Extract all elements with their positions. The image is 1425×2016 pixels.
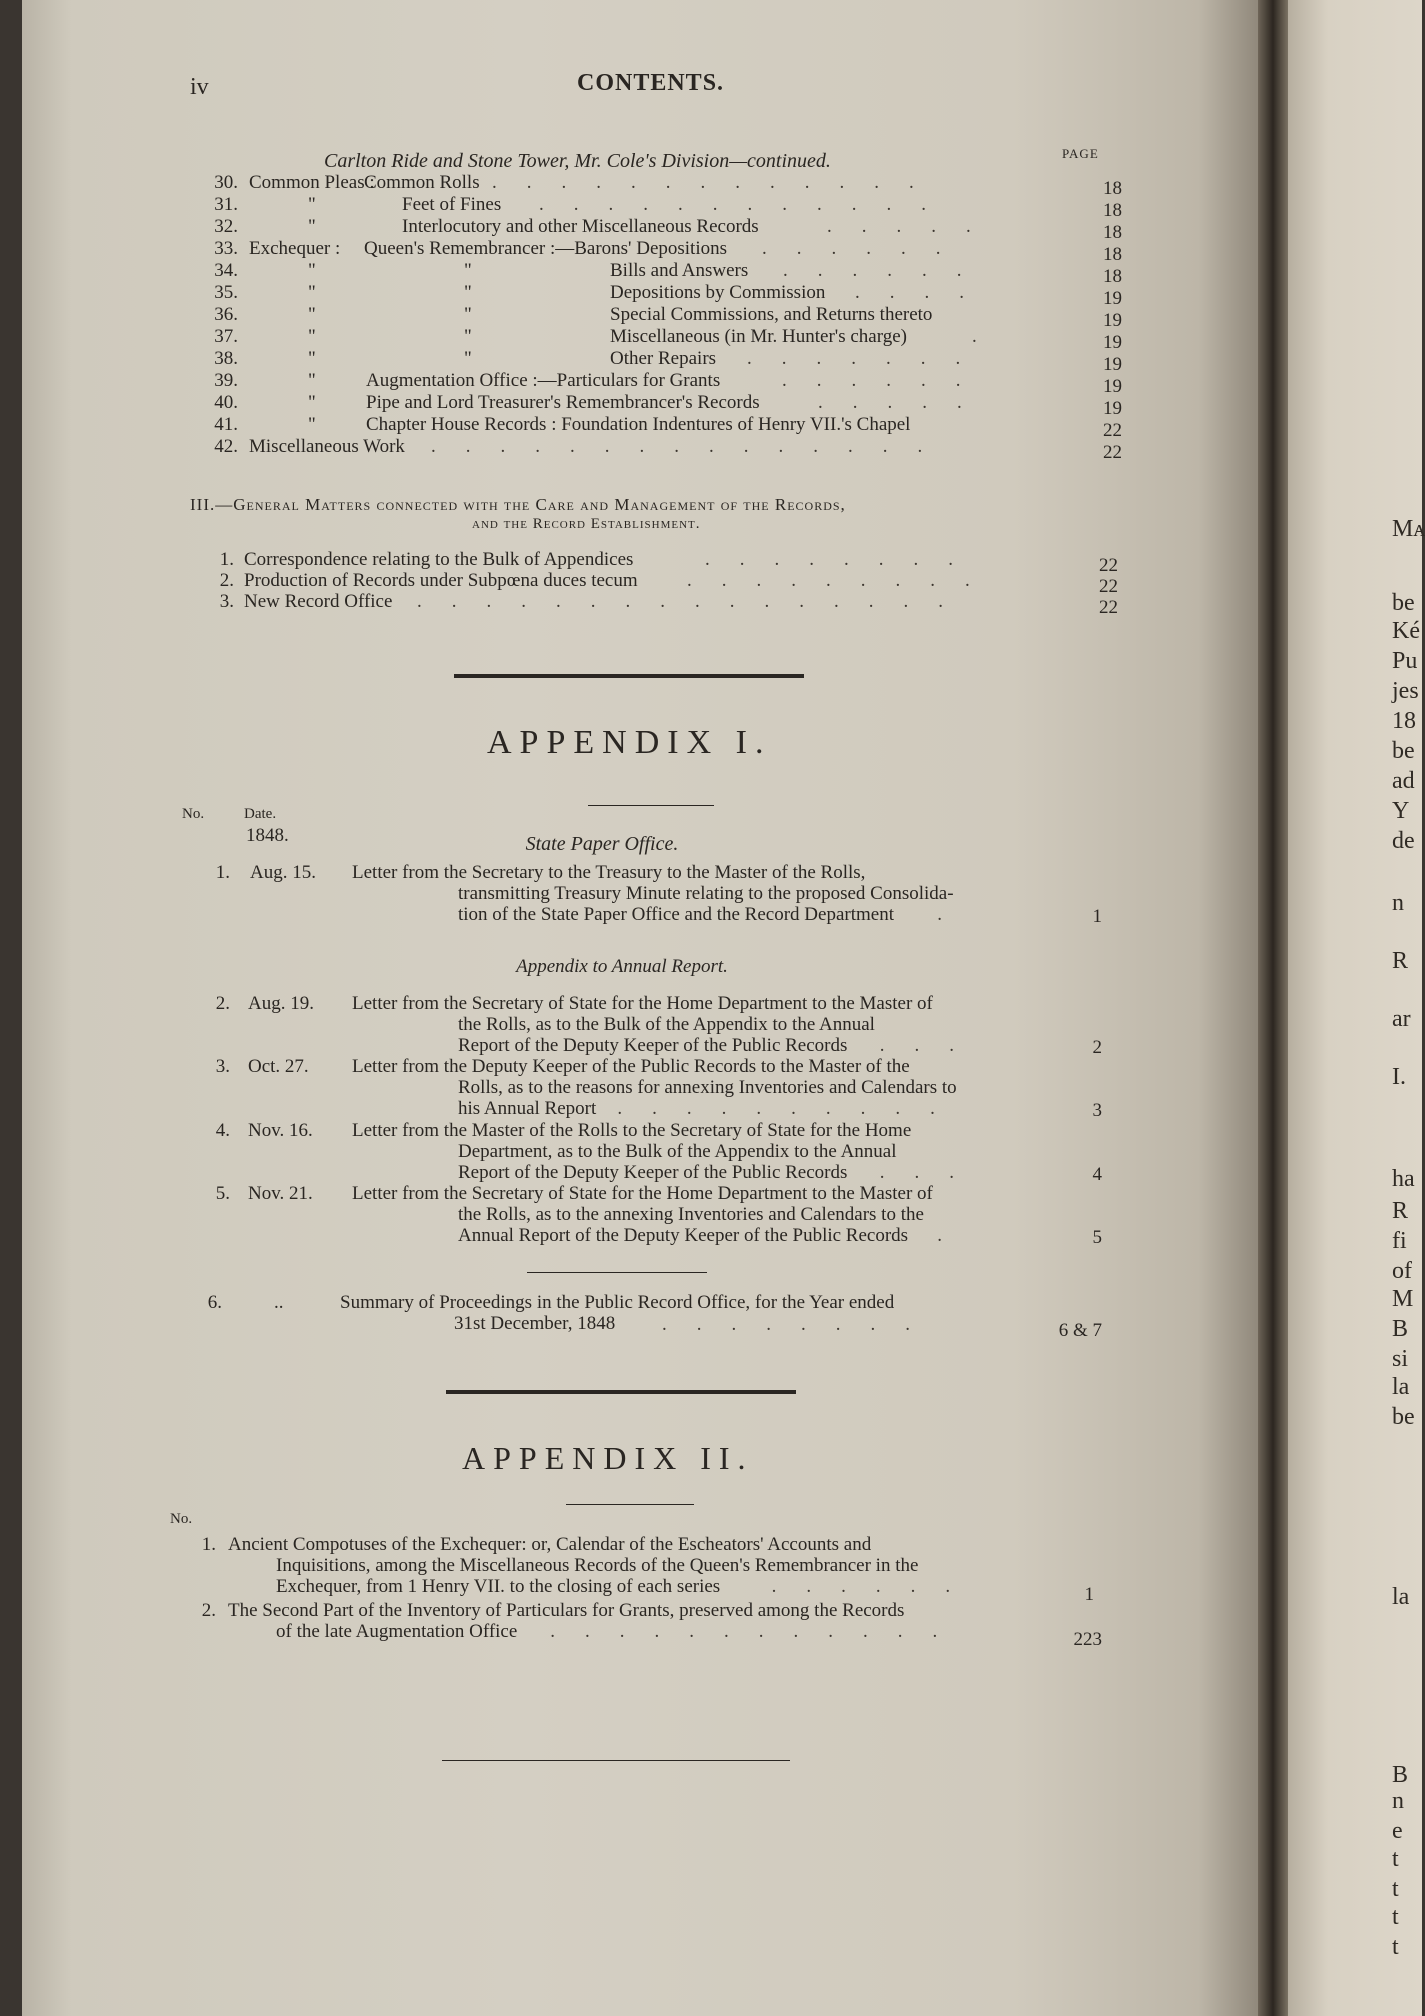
dot-leader: ... [879,1162,985,1183]
facing-page-fragment: si [1392,1346,1409,1372]
facing-page-fragment: B [1392,1316,1409,1342]
facing-page-fragment: be [1392,1404,1415,1430]
facing-page-fragment: la [1392,1584,1410,1610]
entry-category: " [308,216,316,237]
entry-page: 19 [1103,376,1122,397]
entry-number: 1. [219,549,234,570]
entry-subcategory: " [464,304,472,325]
section-iii-title: III.—General Matters connected with the Care and Management of the Records, [190,495,846,514]
entry-number: 6. [207,1292,222,1313]
facing-page-fragment: B [1392,1762,1409,1788]
dot-leader: . [972,326,1007,347]
facing-page-fragment: R [1392,948,1409,974]
dot-leader: ....... [747,348,991,369]
dot-leader: ...... [782,370,991,391]
dot-leader: ...... [771,1576,981,1597]
entry-text-line: his Annual Report [458,1098,597,1119]
divider-rule [454,674,804,678]
entry-category: " [308,282,316,303]
entry-number: 1. [201,1534,216,1555]
column-no-label: No. [170,1511,193,1527]
entry-text-line: Rolls, as to the reasons for annexing Inventories and Calendars to [458,1077,957,1098]
book-page [22,0,1260,2016]
facing-page-fragment: t [1392,1904,1399,1930]
facing-page-fragment: be [1392,738,1415,764]
entry-text-line: Letter from the Secretary of State for the Home Department to the Master of [352,1183,933,1204]
entry-number: 4. [215,1120,230,1141]
entry-page: 18 [1103,178,1122,199]
facing-page-fragment: jes [1392,678,1419,704]
column-no-label: No. [182,806,205,822]
entry-number: 39. [214,370,238,391]
entry-number: 2. [215,993,230,1014]
entry-page: 22 [1103,420,1122,441]
facing-page-fragment: R [1392,1198,1409,1224]
dot-leader: ................ [417,591,973,612]
dot-leader: . [937,904,972,925]
short-rule [566,1504,694,1505]
short-rule [442,1760,790,1761]
entry-category: Common Pleas : [249,172,375,193]
entry-category: " [308,370,316,391]
entry-number: 42. [214,436,238,457]
entry-page: 3 [1092,1100,1102,1121]
entry-date: Aug. 15. [250,862,316,883]
entry-subcategory: Feet of Fines [402,194,502,215]
entry-category: " [308,392,316,413]
entry-page: 18 [1103,200,1122,221]
entry-date: Nov. 21. [248,1183,313,1204]
entry-text-line: Ancient Compotuses of the Exchequer: or, Calendar of the Escheators' Accounts and [228,1534,872,1555]
entry-text-line: 31st December, 1848 [454,1313,616,1334]
entry-page: 2 [1092,1037,1102,1058]
entry-category: Miscellaneous Work [249,436,405,457]
annual-report-heading: Appendix to Annual Report. [516,956,728,977]
dot-leader: . [937,1225,972,1246]
dot-leader: ............. [492,172,944,193]
entry-category: " [308,348,316,369]
entry-page: 22 [1099,576,1118,597]
entry-date: Oct. 27. [248,1056,309,1077]
entry-page: 18 [1103,266,1122,287]
page-column-label: PAGE [1062,146,1099,161]
facing-page-fragment: n [1392,1788,1404,1814]
facing-page-fragment: fi [1392,1228,1407,1254]
entry-date: Nov. 16. [248,1120,313,1141]
dot-leader: ............... [431,436,953,457]
entry-category: " [308,326,316,347]
appendix-i-title: APPENDIX I. [487,724,772,761]
entry-number: 2. [219,570,234,591]
dot-leader: ............ [550,1621,968,1642]
entry-number: 3. [215,1056,230,1077]
entry-number: 37. [214,326,238,347]
entry-text-line: Report of the Deputy Keeper of the Public Records [458,1035,848,1056]
entry-text-line: Exchequer, from 1 Henry VII. to the closing of each series [276,1576,721,1597]
entry-title: Depositions by Commission [610,282,826,303]
facing-page-fragment: ar [1392,1006,1411,1032]
entry-page: 223 [1073,1629,1102,1650]
entry-text-line: The Second Part of the Inventory of Particulars for Grants, preserved among the Records [228,1600,905,1621]
facing-page-fragment: e [1392,1818,1403,1844]
section-iii-subtitle: and the Record Establishment. [472,516,701,532]
year-label: 1848. [246,825,289,846]
entry-number: 33. [214,238,238,259]
entry-number: 3. [219,591,234,612]
section-continued-title: Carlton Ride and Stone Tower, Mr. Cole's Division—continued. [324,150,831,172]
entry-text-line: Letter from the Secretary to the Treasury to the Master of the Rolls, [352,862,866,883]
entry-text-line: Letter from the Secretary of State for the Home Department to the Master of [352,993,933,1014]
entry-number: 31. [214,194,238,215]
entry-category: " [308,304,316,325]
entry-title: Correspondence relating to the Bulk of Appendices [244,549,634,570]
entry-number: 1. [215,862,230,883]
entry-page: 19 [1103,288,1122,309]
entry-text-line: Inquisitions, among the Miscellaneous Records of the Queen's Remembrancer in the [276,1555,919,1576]
dot-leader: .......... [617,1098,965,1119]
facing-page-fragment: de [1392,828,1415,854]
facing-page-fragment: la [1392,1374,1410,1400]
facing-page-fragment: n [1392,890,1404,916]
entry-subcategory: " [464,282,472,303]
dot-leader: ...... [783,260,992,281]
state-paper-office-heading: State Paper Office. [525,833,679,855]
entry-subcategory: Interlocutory and other Miscellaneous Records [402,216,759,237]
entry-category: Exchequer : [249,238,341,259]
facing-page-fragment: t [1392,1846,1399,1872]
entry-subcategory: Queen's Remembrancer :—Barons' Depositions [364,238,728,259]
facing-page-fragment: I. [1392,1064,1406,1090]
entry-number: 32. [214,216,238,237]
entry-page: 18 [1103,222,1122,243]
dot-leader: ........ [662,1314,940,1335]
entry-text-line: Department, as to the Bulk of the Appendix to the Annual [458,1141,897,1162]
entry-category: " [308,260,316,281]
entry-page: 22 [1099,555,1118,576]
dot-leader: ... [879,1035,985,1056]
entry-page: 19 [1103,310,1122,331]
entry-title: Bills and Answers [610,260,749,281]
entry-number: 35. [214,282,238,303]
dot-leader: ......... [687,570,1000,591]
entry-text-line: Letter from the Deputy Keeper of the Public Records to the Master of the [352,1056,910,1077]
dot-leader: ..... [818,392,992,413]
entry-category: " [308,414,316,435]
entry-number: 30. [214,172,238,193]
facing-page-fragment: ad [1392,768,1415,794]
dot-leader: ........ [705,549,983,570]
column-date-label: Date. [244,806,277,822]
entry-text-line: of the late Augmentation Office [276,1621,518,1642]
entry-title: Other Repairs [610,348,717,369]
facing-page-fragment: Ké [1392,618,1420,644]
entry-number: 41. [214,414,238,435]
entry-page: 1 [1084,1584,1094,1605]
divider-rule [446,1390,796,1394]
short-rule [588,805,714,806]
facing-page-fragment: 18 [1392,708,1416,734]
entry-subcategory: Common Rolls [364,172,480,193]
entry-title: New Record Office [244,591,393,612]
folio-number: iv [190,74,209,100]
entry-text-line: transmitting Treasury Minute relating to the proposed Consolida- [458,883,954,904]
entry-title: Special Commissions, and Returns thereto [610,304,933,325]
facing-page-fragment: Mᴀ [1392,516,1425,542]
page-title: CONTENTS. [577,70,725,96]
short-rule [527,1272,707,1273]
entry-page: 1 [1092,906,1102,927]
entry-subcategory: Augmentation Office :—Particulars for Grants [366,370,721,391]
entry-number: 40. [214,392,238,413]
entry-number: 5. [215,1183,230,1204]
entry-category: " [308,194,316,215]
dot-leader: ...... [762,238,971,259]
entry-subcategory: Pipe and Lord Treasurer's Remembrancer's Records [366,392,760,413]
entry-number: 36. [214,304,238,325]
facing-page-fragment: M [1392,1286,1414,1312]
entry-number: 38. [214,348,238,369]
entry-page: 19 [1103,354,1122,375]
entry-text-line: Summary of Proceedings in the Public Record Office, for the Year ended [340,1292,895,1313]
entry-page: 22 [1103,442,1122,463]
facing-page-fragment: Pu [1392,648,1418,674]
facing-page-fragment: be [1392,590,1415,616]
entry-text-line: tion of the State Paper Office and the Record Department [458,904,894,925]
entry-date: Aug. 19. [248,993,314,1014]
entry-title: Miscellaneous (in Mr. Hunter's charge) [610,326,907,347]
entry-title: Production of Records under Subpœna duces tecum [244,570,638,591]
entry-date: .. [274,1292,284,1313]
entry-text-line: the Rolls, as to the annexing Inventories and Calendars to the [458,1204,924,1225]
facing-page-fragment: Y [1392,798,1410,824]
entry-page: 22 [1099,597,1118,618]
entry-page: 18 [1103,244,1122,265]
entry-text-line: Annual Report of the Deputy Keeper of the Public Records [458,1225,909,1246]
entry-subcategory: Chapter House Records : Foundation Indentures of Henry VII.'s Chapel [366,414,911,435]
dot-leader: ..... [827,216,1001,237]
facing-page-fragment: ha [1392,1166,1415,1192]
entry-page: 5 [1092,1227,1102,1248]
entry-number: 2. [201,1600,216,1621]
entry-page: 19 [1103,332,1122,353]
dot-leader: ............ [539,194,956,215]
entry-page: 6 & 7 [1058,1320,1102,1341]
entry-subcategory: " [464,326,472,347]
entry-number: 34. [214,260,238,281]
entry-page: 4 [1092,1164,1102,1185]
entry-text-line: the Rolls, as to the Bulk of the Appendix to the Annual [458,1014,875,1035]
dot-leader: .... [855,282,994,303]
facing-page-fragment: t [1392,1876,1399,1902]
facing-page-fragment: t [1392,1934,1399,1960]
facing-page-fragment: of [1392,1258,1412,1284]
book-spine [1258,0,1288,2016]
appendix-ii-title: APPENDIX II. [462,1440,754,1476]
entry-subcategory: " [464,348,472,369]
entry-subcategory: " [464,260,472,281]
entry-page: 19 [1103,398,1122,419]
entry-text-line: Letter from the Master of the Rolls to the Secretary of State for the Home [352,1120,912,1141]
entry-text-line: Report of the Deputy Keeper of the Public Records [458,1162,848,1183]
